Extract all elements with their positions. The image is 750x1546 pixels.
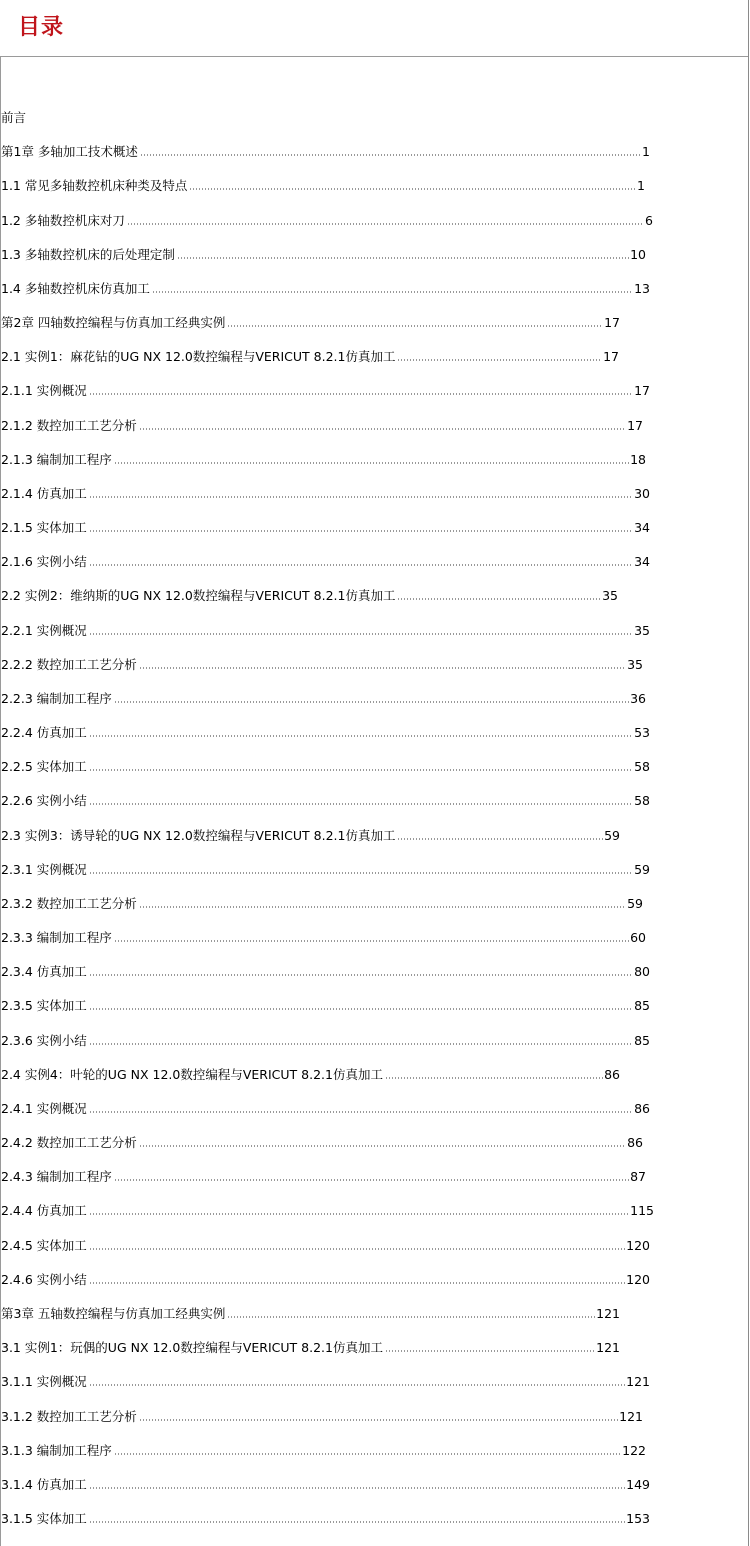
toc-entry[interactable]	[1, 1234, 650, 1254]
toc-entry-title: 3.1 实例1：玩偶的UG NX 12.0数控编程与VERICUT 8.2.1仿真加工	[1, 1340, 383, 1356]
toc-entry-page-number: 121	[596, 1340, 620, 1356]
toc-entry-title: 2.1.5 实体加工	[1, 520, 87, 535]
toc-entry[interactable]	[1, 516, 650, 536]
dot-leader	[89, 1383, 625, 1387]
toc-entry-page-number: 153	[626, 1511, 650, 1526]
toc-entry-title: 3.1.5 实体加工	[1, 1511, 87, 1526]
toc-entry[interactable]	[1, 311, 620, 331]
toc-entry-page-number: 34	[634, 554, 650, 570]
toc-entry-page-number: 17	[634, 383, 650, 399]
dot-leader	[227, 324, 603, 328]
toc-entry[interactable]	[1, 926, 646, 946]
dot-leader	[89, 871, 633, 875]
toc-entry-page-number: 1	[637, 178, 645, 194]
toc-entry-page-number: 120	[626, 1271, 650, 1287]
dot-leader	[89, 1247, 625, 1251]
toc-entry-title: 前言	[1, 110, 27, 125]
toc-entry-page-number: 18	[630, 451, 646, 467]
toc-entry[interactable]	[1, 824, 620, 844]
dot-leader	[227, 1315, 595, 1319]
toc-entry-title: 2.4.1 实例概况	[1, 1100, 87, 1116]
toc-entry-page-number: 17	[627, 417, 643, 433]
toc-entry[interactable]	[1, 1097, 650, 1117]
dot-leader	[89, 1281, 625, 1285]
toc-entry-title: 1.1 常见多轴数控机床种类及特点	[1, 178, 188, 194]
toc-entry[interactable]	[1, 1370, 650, 1390]
dot-leader	[397, 358, 602, 362]
toc-entry-title: 2.1.6 实例小结	[1, 554, 87, 570]
toc-entry-title: 2.2.2 数控加工工艺分析	[1, 656, 137, 672]
toc-entry[interactable]	[1, 584, 618, 604]
dot-leader	[189, 187, 636, 191]
toc-entry-page-number: 86	[604, 1066, 620, 1082]
toc-entry-title: 2.3.4 仿真加工	[1, 964, 87, 980]
toc-entry-page-number: 30	[634, 485, 650, 501]
toc-entry-title: 2.4.6 实例小结	[1, 1271, 87, 1287]
toc-entry-page-number: 36	[630, 690, 646, 706]
toc-entry[interactable]	[1, 1439, 646, 1459]
dot-leader	[89, 802, 633, 806]
toc-entry-title: 第1章 多轴加工技术概述	[1, 144, 138, 160]
toc-entry-page-number: 17	[604, 315, 620, 330]
toc-entry[interactable]	[1, 243, 646, 263]
dot-leader	[89, 563, 633, 567]
dot-leader	[139, 427, 626, 431]
dot-leader	[89, 495, 633, 499]
toc-entry-title: 3.1.4 仿真加工	[1, 1476, 87, 1492]
dot-leader	[139, 1418, 618, 1422]
toc-entry-page-number: 122	[622, 1442, 646, 1458]
toc-entry-page-number: 86	[627, 1135, 643, 1151]
toc-entry[interactable]	[1, 1302, 620, 1322]
toc-entry[interactable]	[1, 550, 650, 570]
toc-entry[interactable]	[1, 1405, 643, 1425]
dot-leader	[152, 290, 633, 294]
toc-entry[interactable]	[1, 1336, 620, 1356]
toc-entry-title: 2.1 实例1：麻花钻的UG NX 12.0数控编程与VERICUT 8.2.1仿真加工	[1, 349, 396, 365]
page-title: 目录	[18, 15, 65, 40]
toc-entry[interactable]	[1, 414, 643, 434]
dot-leader	[177, 256, 629, 260]
toc-entry-title: 2.4 实例4：叶轮的UG NX 12.0数控编程与VERICUT 8.2.1仿真加工	[1, 1066, 383, 1082]
toc-entry[interactable]	[1, 379, 650, 399]
toc-entry[interactable]	[1, 277, 650, 297]
toc-entry-page-number: 86	[634, 1100, 650, 1116]
toc-entry-title: 2.4.5 实体加工	[1, 1237, 87, 1253]
dot-leader	[89, 1212, 629, 1216]
dot-leader	[89, 1520, 625, 1524]
toc-entry-page-number: 59	[634, 861, 650, 877]
toc-entry-title: 3.1.2 数控加工工艺分析	[1, 1408, 137, 1424]
toc-entry[interactable]	[1, 755, 650, 775]
dot-leader	[89, 392, 633, 396]
toc-entry-title: 2.3.5 实体加工	[1, 998, 87, 1014]
dot-leader	[89, 1042, 633, 1046]
toc-entry-title: 3.1.1 实例概况	[1, 1374, 87, 1390]
toc-entry-page-number: 149	[626, 1476, 650, 1492]
dot-leader	[140, 153, 641, 157]
toc-entry-title: 2.4.2 数控加工工艺分析	[1, 1135, 137, 1151]
toc-entry-title: 2.2.3 编制加工程序	[1, 690, 112, 706]
toc-entry-title: 1.2 多轴数控机床对刀	[1, 212, 125, 228]
dot-leader	[139, 666, 626, 670]
dot-leader	[89, 632, 633, 636]
toc-entry[interactable]	[1, 1063, 620, 1083]
toc-entry-page-number: 85	[634, 998, 650, 1014]
toc-entry[interactable]	[1, 653, 643, 673]
toc-entry-page-number: 53	[634, 725, 650, 741]
toc-entry[interactable]	[1, 789, 650, 809]
toc-entry-title: 1.4 多轴数控机床仿真加工	[1, 280, 150, 296]
dot-leader	[89, 734, 633, 738]
toc-entry-title: 2.3.1 实例概况	[1, 861, 87, 877]
toc-entry-page-number: 17	[603, 349, 619, 365]
toc-entry-title: 2.2 实例2：维纳斯的UG NX 12.0数控编程与VERICUT 8.2.1仿真加工	[1, 588, 396, 604]
toc-entry[interactable]	[1, 209, 653, 229]
dot-leader	[89, 768, 633, 772]
toc-entry-title: 3.1.3 编制加工程序	[1, 1442, 112, 1458]
dot-leader	[385, 1076, 603, 1080]
toc-entry-page-number: 85	[634, 1032, 650, 1048]
toc-entry[interactable]	[1, 960, 650, 980]
dot-leader	[89, 973, 633, 977]
dot-leader	[89, 1007, 633, 1011]
dot-leader	[89, 1486, 625, 1490]
toc-entry-page-number: 87	[630, 1169, 646, 1185]
toc-entry-title: 2.1.4 仿真加工	[1, 485, 87, 501]
dot-leader	[139, 905, 626, 909]
toc-entry-page-number: 59	[604, 827, 620, 843]
toc-entry[interactable]	[1, 174, 645, 194]
toc-entry-title: 1.3 多轴数控机床的后处理定制	[1, 246, 175, 262]
dot-leader	[114, 939, 629, 943]
toc-entry-page-number: 35	[627, 656, 643, 672]
toc-entry-title: 2.3.2 数控加工工艺分析	[1, 895, 137, 911]
toc-entry[interactable]	[1, 1199, 654, 1219]
toc-entry-page-number: 121	[596, 1306, 620, 1321]
toc-entry-page-number: 6	[645, 212, 653, 228]
toc-entry-title: 2.4.4 仿真加工	[1, 1203, 87, 1219]
toc-entry-title: 2.3.3 编制加工程序	[1, 930, 112, 946]
toc-entry-title: 2.2.4 仿真加工	[1, 725, 87, 741]
toc-entry[interactable]	[1, 1029, 650, 1049]
toc-entry-title: 2.4.3 编制加工程序	[1, 1169, 112, 1185]
title-bar	[0, 0, 748, 57]
toc-entry-title: 第2章 四轴数控编程与仿真加工经典实例	[1, 315, 226, 330]
toc-entry-page-number: 59	[627, 895, 643, 911]
toc-entry-page-number: 58	[634, 759, 650, 775]
toc-entry[interactable]	[1, 1165, 646, 1185]
dot-leader	[385, 1349, 595, 1353]
toc-entry-page-number: 80	[634, 964, 650, 980]
toc-entry-page-number: 35	[634, 622, 650, 638]
toc-entry[interactable]	[1, 482, 650, 502]
toc-entry[interactable]	[1, 892, 643, 912]
toc-entry-title: 2.2.5 实体加工	[1, 759, 87, 775]
toc-entry-title: 2.2.6 实例小结	[1, 793, 87, 809]
toc-entry-page-number: 10	[630, 246, 646, 262]
toc-entry[interactable]	[1, 1268, 650, 1288]
toc-entry[interactable]	[1, 106, 28, 126]
toc-entry-title: 2.1.1 实例概况	[1, 383, 87, 399]
toc-entry[interactable]	[1, 1507, 650, 1527]
toc-entry-page-number: 121	[619, 1408, 643, 1424]
toc-entry[interactable]	[1, 448, 646, 468]
toc-entry[interactable]	[1, 687, 646, 707]
toc-entry[interactable]	[1, 721, 650, 741]
toc-entry-page-number: 34	[634, 520, 650, 535]
toc-entry[interactable]	[1, 994, 650, 1014]
toc-entry[interactable]	[1, 619, 650, 639]
dot-leader	[114, 461, 629, 465]
toc-entry-title: 第3章 五轴数控编程与仿真加工经典实例	[1, 1306, 226, 1321]
toc-entry-title: 2.3.6 实例小结	[1, 1032, 87, 1048]
dot-leader	[397, 597, 601, 601]
dot-leader	[397, 837, 603, 841]
toc-entry[interactable]	[1, 140, 650, 160]
toc-entry[interactable]	[1, 345, 619, 365]
toc-entry-page-number: 58	[634, 793, 650, 809]
toc-entry[interactable]	[1, 858, 650, 878]
toc-entry-page-number: 1	[642, 144, 650, 160]
toc-entry-page-number: 60	[630, 930, 646, 946]
toc-entry-title: 2.1.3 编制加工程序	[1, 451, 112, 467]
dot-leader	[89, 529, 633, 533]
toc-entry-title: 2.3 实例3：诱导轮的UG NX 12.0数控编程与VERICUT 8.2.1仿真加工	[1, 827, 396, 843]
dot-leader	[114, 1178, 629, 1182]
dot-leader	[139, 1144, 626, 1148]
dot-leader	[89, 1110, 633, 1114]
toc-entry-title: 2.2.1 实例概况	[1, 622, 87, 638]
toc-entry-page-number: 120	[626, 1237, 650, 1253]
toc-entry-title: 2.1.2 数控加工工艺分析	[1, 417, 137, 433]
toc-entry-page-number: 115	[630, 1203, 654, 1219]
toc-entry[interactable]	[1, 1473, 650, 1493]
toc-entry-page-number: 121	[626, 1374, 650, 1390]
dot-leader	[127, 222, 644, 226]
toc-entry-page-number: 35	[602, 588, 618, 604]
toc-entry-page-number: 13	[634, 280, 650, 296]
dot-leader	[114, 1452, 621, 1456]
dot-leader	[114, 700, 629, 704]
toc-entry[interactable]	[1, 1131, 643, 1151]
